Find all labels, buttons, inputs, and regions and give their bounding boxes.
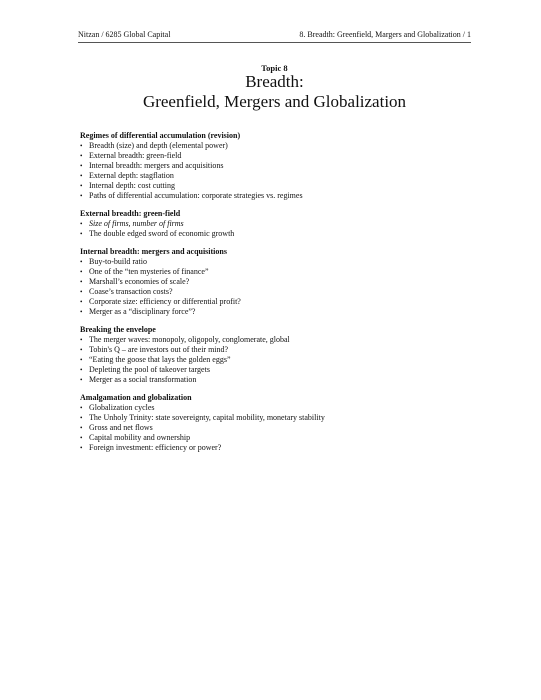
list-item-text: Capital mobility and ownership: [89, 433, 191, 442]
section-heading: Breaking the envelope: [80, 325, 156, 334]
outline-content: [80, 131, 475, 461]
list-item: [80, 171, 475, 181]
bullet-list: [80, 257, 475, 317]
list-item-text: Merger as a social transformation: [89, 375, 197, 384]
list-item-text: Depleting the pool of takeover targets: [89, 365, 210, 374]
list-item-text: Marshall’s economies of scale?: [89, 277, 190, 286]
topic-label: Topic 8: [261, 63, 288, 73]
bullet-icon: •: [80, 404, 83, 412]
list-item: [80, 287, 475, 297]
list-item: [80, 443, 475, 453]
page-title-line2: Greenfield, Mergers and Globalization: [142, 92, 407, 111]
list-item-text: Globalization cycles: [89, 403, 155, 412]
list-item: [80, 229, 475, 239]
bullet-list: [80, 335, 475, 385]
list-item-text: Tobin's Q – are investors out of their mind?: [89, 345, 229, 354]
list-item-text: Coase’s transaction costs?: [89, 287, 173, 296]
bullet-icon: •: [80, 172, 83, 180]
bullet-icon: •: [80, 366, 83, 374]
list-item: [80, 151, 475, 161]
section-internal-breadth: [80, 247, 475, 317]
list-item: [80, 355, 475, 365]
bullet-icon: •: [80, 356, 83, 364]
bullet-icon: •: [80, 162, 83, 170]
section-heading: Amalgamation and globalization: [80, 393, 192, 402]
list-item-text: Buy-to-build ratio: [89, 257, 147, 266]
bullet-icon: •: [80, 444, 83, 452]
bullet-icon: •: [80, 336, 83, 344]
bullet-icon: •: [80, 424, 83, 432]
section-regimes: [80, 131, 475, 201]
header-right: 8. Breadth: Greenfield, Margers and Globalization / 1: [299, 30, 471, 39]
list-item-text: External depth: stagflation: [89, 171, 174, 180]
list-item-text: Merger as a “disciplinary force”?: [89, 307, 196, 316]
bullet-icon: •: [80, 376, 83, 384]
list-item-text: Breadth (size) and depth (elemental power): [89, 141, 228, 150]
header-left: Nitzan / 6285 Global Capital: [78, 30, 171, 39]
list-item-text: One of the “ten mysteries of finance”: [89, 267, 209, 276]
bullet-icon: •: [80, 192, 83, 200]
page-title-line1: Breadth:: [245, 72, 304, 91]
list-item-text: External breadth: green-field: [89, 151, 182, 160]
bullet-icon: •: [80, 278, 83, 286]
list-item: [80, 345, 475, 355]
section-heading: External breadth: green-field: [80, 209, 181, 218]
list-item: [80, 307, 475, 317]
list-item: [80, 141, 475, 151]
bullet-list: [80, 403, 475, 453]
list-item-text: The double edged sword of economic growth: [89, 229, 235, 238]
bullet-icon: •: [80, 346, 83, 354]
section-heading: Regimes of differential accumulation (revision): [80, 131, 241, 140]
bullet-icon: •: [80, 434, 83, 442]
list-item-text: “Eating the goose that lays the golden eggs”: [89, 355, 231, 364]
list-item-text: Foreign investment: efficiency or power?: [89, 443, 222, 452]
bullet-icon: •: [80, 298, 83, 306]
list-item: [80, 413, 475, 423]
bullet-icon: •: [80, 142, 83, 150]
list-item-text: Internal depth: cost cutting: [89, 181, 175, 190]
list-item: [80, 267, 475, 277]
list-item: [80, 219, 475, 229]
bullet-icon: •: [80, 230, 83, 238]
list-item-text: The merger waves: monopoly, oligopoly, conglomerate, global: [89, 335, 290, 344]
bullet-icon: •: [80, 152, 83, 160]
bullet-icon: •: [80, 308, 83, 316]
section-amalgamation: [80, 393, 475, 453]
list-item-text: Corporate size: efficiency or differential profit?: [89, 297, 241, 306]
list-item: [80, 161, 475, 171]
bullet-list: [80, 141, 475, 201]
list-item: [80, 297, 475, 307]
list-item: [80, 375, 475, 385]
list-item: [80, 335, 475, 345]
bullet-icon: •: [80, 220, 83, 228]
list-item-text: Internal breadth: mergers and acquisitions: [89, 161, 224, 170]
list-item-text: The Unholy Trinity: state sovereignty, capital mobility, monetary stability: [89, 413, 325, 422]
list-item-text: Gross and net flows: [89, 423, 153, 432]
list-item: [80, 365, 475, 375]
list-item: [80, 191, 475, 201]
bullet-icon: •: [80, 182, 83, 190]
section-external-breadth: [80, 209, 475, 239]
section-breaking-envelope: [80, 325, 475, 385]
list-item-text: Paths of differential accumulation: corporate strategies vs. regimes: [89, 191, 303, 200]
header-rule: [78, 42, 471, 43]
list-item-text: Size of firms, number of firms: [89, 219, 184, 228]
list-item: [80, 277, 475, 287]
list-item: [80, 433, 475, 443]
list-item: [80, 423, 475, 433]
bullet-list: [80, 219, 475, 239]
bullet-icon: •: [80, 288, 83, 296]
running-header: [78, 30, 471, 40]
section-heading: Internal breadth: mergers and acquisitions: [80, 247, 227, 256]
list-item: [80, 403, 475, 413]
list-item: [80, 257, 475, 267]
bullet-icon: •: [80, 414, 83, 422]
list-item: [80, 181, 475, 191]
bullet-icon: •: [80, 258, 83, 266]
bullet-icon: •: [80, 268, 83, 276]
